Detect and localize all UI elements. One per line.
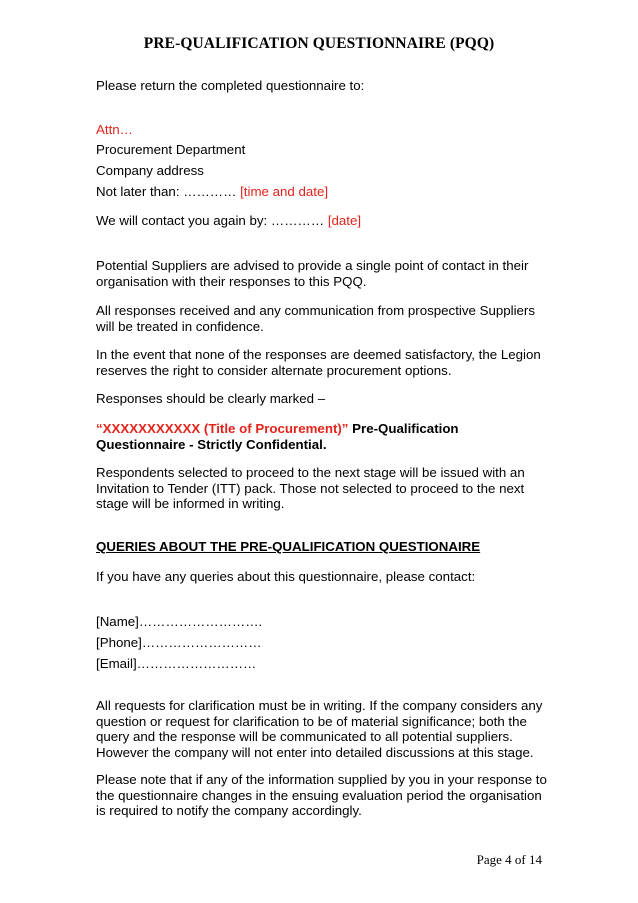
queries-heading: QUERIES ABOUT THE PRE-QUALIFICATION QUESTIONAIRE — [96, 539, 481, 554]
address-line: Company address — [96, 163, 204, 178]
attn-line: Attn… — [96, 122, 133, 137]
deadline-prefix: Not later than: ………… — [96, 184, 241, 199]
marking-title-red: “XXXXXXXXXXX (Title of Procurement)” — [96, 421, 349, 436]
paragraph-changes: Please note that if any of the information supplied by you in your response to the questionnaire changes in the ensuing evaluation period the organisation is required to notify the company accordingly. — [96, 772, 547, 818]
paragraph-respondents: Respondents selected to proceed to the next stage will be issued with an Invitation to Tender (ITT) pack. Those not selected to proceed to the next stage will be informed in writing. — [96, 465, 525, 511]
queries-intro: If you have any queries about this questionnaire, please contact: — [96, 569, 476, 584]
contact-name: [Name]………………………. — [96, 614, 263, 629]
department-line: Procurement Department — [96, 142, 246, 157]
return-instruction: Please return the completed questionnaire to: — [96, 78, 365, 93]
paragraph-clarification: All requests for clarification must be in writing. If the company considers any question or request for clarification to be of material significance; both the query and the response will be communicated to all potential suppliers. However the company will not enter into detailed discussions at this stage. — [96, 698, 543, 760]
page-number: Page 4 of 14 — [476, 852, 542, 867]
paragraph-confidence: All responses received and any communication from prospective Suppliers will be treated in confidence. — [96, 303, 536, 334]
paragraph-none-satisfactory: In the event that none of the responses are deemed satisfactory, the Legion reserves the right to consider alternate procurement options. — [96, 347, 541, 378]
contact-again-prefix: We will contact you again by: ………… — [96, 213, 328, 228]
deadline-placeholder: [time and date] — [240, 184, 329, 199]
page-title: PRE-QUALIFICATION QUESTIONNAIRE (PQQ) — [143, 35, 495, 52]
contact-again-line — [96, 213, 361, 229]
marking-text — [96, 421, 546, 452]
paragraph-marked: Responses should be clearly marked – — [96, 391, 326, 406]
marking-title-black: Pre-Qualification Questionnaire - Strictly Confidential. — [96, 421, 459, 452]
contact-email: [Email]……………………… — [96, 656, 257, 671]
paragraph-single-point: Potential Suppliers are advised to provide a single point of contact in their organisation with their responses to this PQQ. — [96, 258, 529, 289]
contact-again-placeholder: [date] — [327, 213, 362, 228]
contact-phone: [Phone]……………………… — [96, 635, 262, 650]
deadline-line — [96, 184, 328, 200]
